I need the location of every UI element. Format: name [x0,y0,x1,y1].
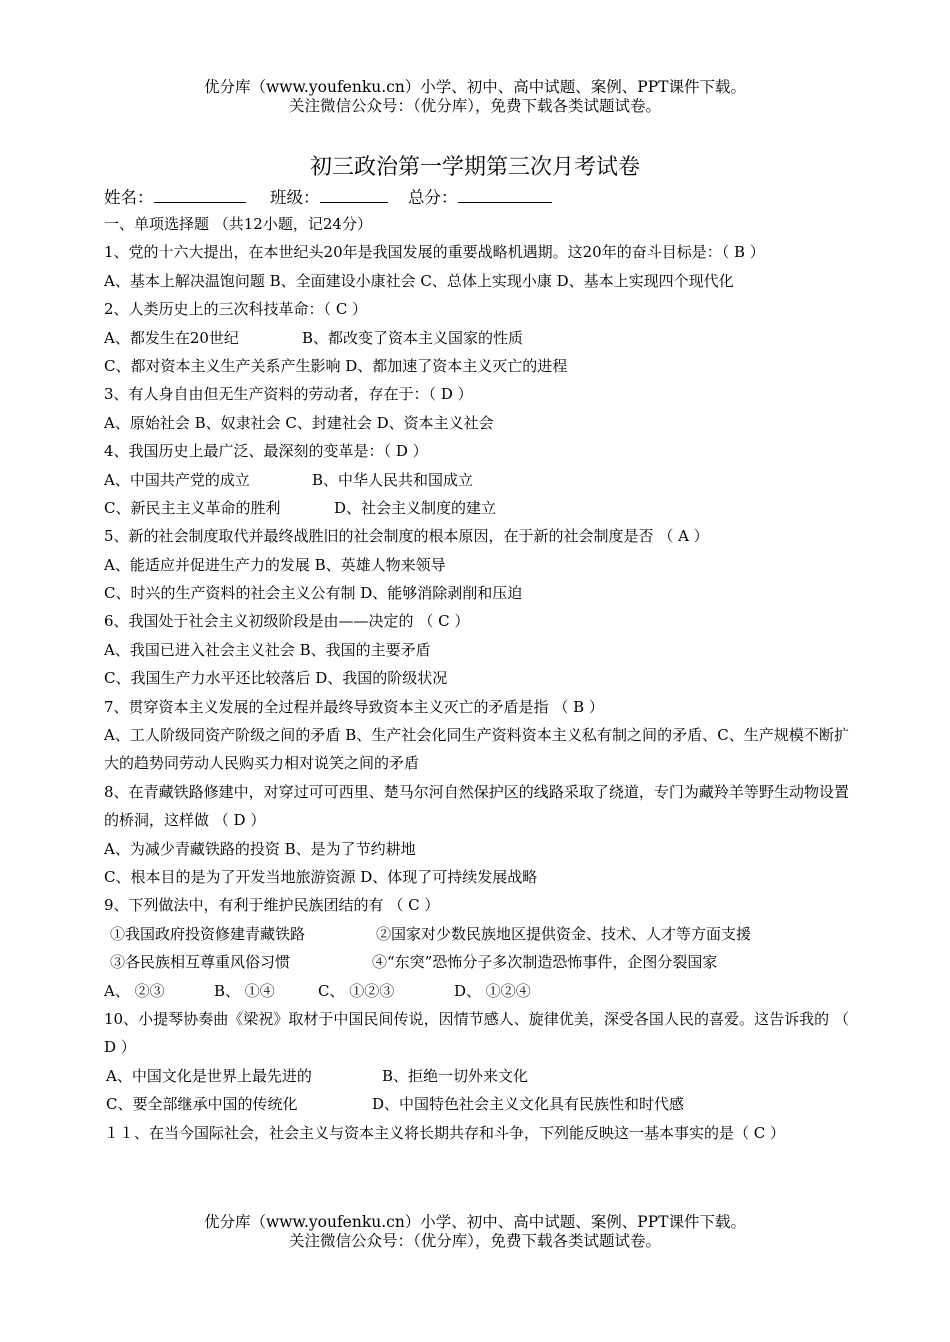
question-10-option-c: C、要全部继承中国的传统化 [106,1095,298,1114]
score-label: 总分： [408,188,458,207]
question-6-stem: 6、我国处于社会主义初级阶段是由——决定的 （ C ） [104,612,470,631]
question-9-options [104,977,849,1005]
question-4-option-a: A、中国共产党的成立 [104,470,250,489]
class-blank [320,186,388,203]
question-4-options-cd [104,494,849,522]
page-footer [0,1213,950,1251]
question-9-statements-12 [104,920,849,948]
question-10-option-a: A、中国文化是世界上最先进的 [106,1066,312,1085]
question-8-options-cd: C、根本目的是为了开发当地旅游资源 D、体现了可持续发展战略 [104,868,538,887]
name-label: 姓名： [104,188,154,207]
question-9-option-d: D、 ①②④ [454,981,531,1000]
question-2-options-cd: C、都对资本主义生产关系产生影响 D、都加速了资本主义灭亡的进程 [104,356,568,375]
student-info-row [104,186,552,209]
question-2-option-b: B、都改变了资本主义国家的性质 [302,328,524,347]
header-line-1: 优分库（www.youfenku.cn）小学、初中、高中试题、案例、PPT课件下载。 [203,78,747,96]
section-heading: 一、单项选择题 （共12小题，记24分） [104,215,372,233]
class-label: 班级： [270,188,320,207]
question-5-stem: 5、新的社会制度取代并最终战胜旧的社会制度的根本原因，在于新的社会制度是否 （ A ） [104,527,709,546]
exam-title: 初三政治第一学期第三次月考试卷 [309,155,640,180]
page-header [0,78,950,116]
question-4-option-b: B、中华人民共和国成立 [312,470,474,489]
question-10-option-b: B、拒绝一切外来文化 [382,1066,529,1085]
question-2-options-ab [104,324,849,352]
question-9-option-a: A、 ②③ [104,981,165,1000]
question-9-statement-2: ②国家对少数民族地区提供资金、技术、人才等方面支援 [376,924,752,943]
question-3-options: A、原始社会 B、奴隶社会 C、封建社会 D、资本主义社会 [104,413,494,432]
question-10-options-ab [104,1062,849,1090]
question-9-statement-3: ③各民族相互尊重风俗习惯 [110,953,291,972]
question-4-option-c: C、新民主主义革命的胜利 [104,498,281,517]
question-7-stem: 7、贯穿资本主义发展的全过程并最终导致资本主义灭亡的矛盾是指 （ B ） [104,697,604,716]
question-9-statement-1: ①我国政府投资修建青藏铁路 [110,924,306,943]
question-2-stem: 2、人类历史上的三次科技革命：（ C ） [104,300,368,319]
question-9-statement-4: ④“东突”恐怖分子多次制造恐怖事件，企图分裂国家 [372,953,718,972]
name-blank [154,186,246,203]
question-7-options: A、工人阶级同资产阶级之间的矛盾 B、生产社会化同生产资料资本主义私有制之间的矛盾、C、生产规模不断扩大的趋势同劳动人民购买力相对说笑之间的矛盾 [104,726,849,773]
question-1-stem: 1、党的十六大提出，在本世纪头20年是我国发展的重要战略机遇期。这20年的奋斗目标是：（ B ） [104,243,765,262]
question-5-options-ab: A、能适应并促进生产力的发展 B、英雄人物来领导 [104,555,446,574]
question-9-stem: 9、下列做法中，有利于维护民族团结的有 （ C ） [104,896,440,915]
question-5-options-cd: C、时兴的生产资料的社会主义公有制 D、能够消除剥削和压迫 [104,584,523,603]
question-3-stem: 3、有人身自由但无生产资料的劳动者，存在于：（ D ） [104,385,473,404]
question-1-options: A、基本上解决温饱问题 B、全面建设小康社会 C、总体上实现小康 D、基本上实现四个现代化 [104,271,734,290]
question-9-option-c: C、 ①②③ [318,981,395,1000]
question-9-statements-34 [104,948,849,976]
question-6-options-cd: C、我国生产力水平还比较落后 D、我国的阶级状况 [104,669,448,688]
question-11-stem: １１、在当今国际社会，社会主义与资本主义将长期共存和斗争，下列能反映这一基本事实的是（ C ） [104,1123,786,1142]
question-4-option-d: D、社会主义制度的建立 [334,498,497,517]
question-4-stem: 4、我国历史上最广泛、最深刻的变革是：（ D ） [104,442,428,461]
footer-line-1: 优分库（www.youfenku.cn）小学、初中、高中试题、案例、PPT课件下载。 [203,1213,747,1231]
question-8-stem: 8、在青藏铁路修建中，对穿过可可西里、楚马尔河自然保护区的线路采取了绕道，专门为藏羚羊等野生动物设置的桥洞，这样做 （ D ） [104,782,849,830]
header-line-2: 关注微信公众号：（优分库），免费下载各类试题试卷。 [288,97,661,115]
score-blank [458,186,552,203]
question-10-options-cd [104,1090,849,1118]
exam-body [104,210,849,1147]
question-8-options-ab: A、为减少青藏铁路的投资 B、是为了节约耕地 [104,839,416,858]
question-2-option-a: A、都发生在20世纪 [104,328,239,347]
footer-line-2: 关注微信公众号：（优分库），免费下载各类试题试卷。 [288,1232,661,1250]
question-9-option-b: B、 ①④ [214,981,275,1000]
question-4-options-ab [104,466,849,494]
question-6-options-ab: A、我国已进入社会主义社会 B、我国的主要矛盾 [104,640,431,659]
question-10-stem: 10、小提琴协奏曲《梁祝》取材于中国民间传说，因情节感人、旋律优美，深受各国人民的喜爱。这告诉我的 （ D ） [104,1010,849,1057]
question-10-option-d: D、中国特色社会主义文化具有民族性和时代感 [372,1095,685,1114]
